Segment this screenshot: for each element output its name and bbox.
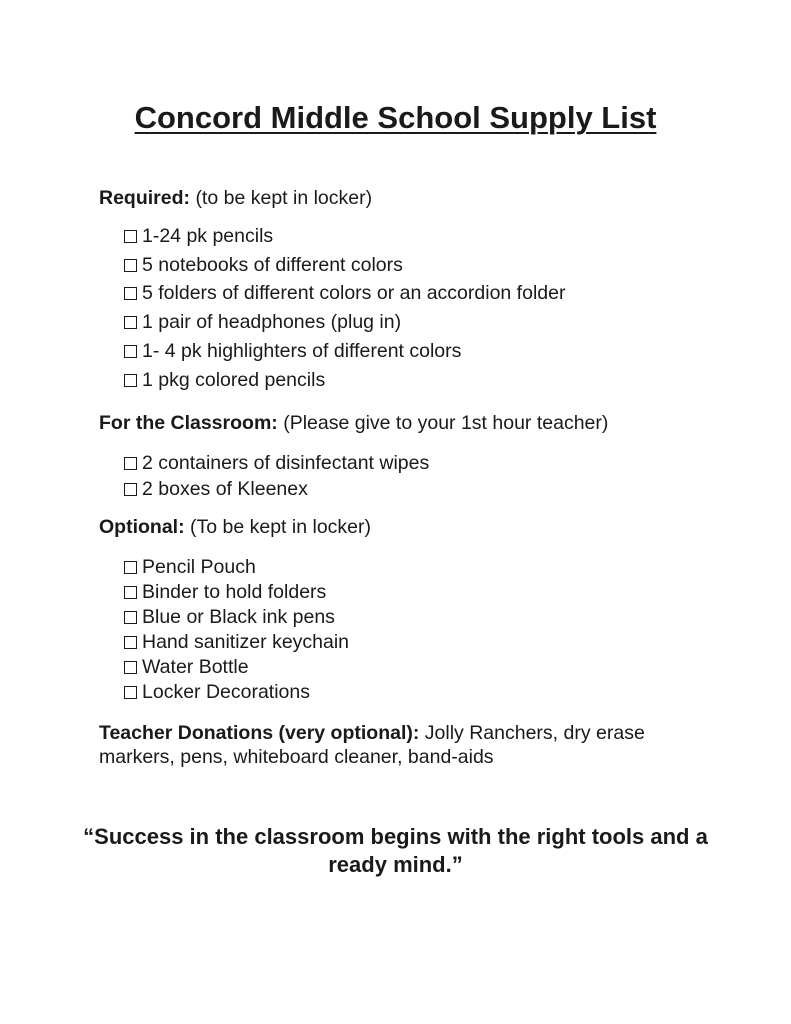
list-item — [124, 630, 739, 655]
list-item — [124, 605, 739, 630]
optional-label: Optional: — [99, 516, 185, 538]
checkbox-icon — [124, 316, 137, 329]
required-section — [99, 185, 739, 395]
checkbox-icon — [124, 661, 137, 674]
classroom-note: (Please give to your 1st hour teacher) — [283, 412, 609, 434]
checkbox-icon — [124, 611, 137, 624]
checkbox-icon — [124, 636, 137, 649]
required-note: (to be kept in locker) — [195, 187, 373, 209]
item-label: Water Bottle — [142, 656, 249, 678]
checkbox-icon — [124, 259, 137, 272]
classroom-label: For the Classroom: — [99, 412, 278, 434]
list-item — [124, 280, 739, 309]
item-label: 2 containers of disinfectant wipes — [142, 452, 430, 475]
item-label: Locker Decorations — [142, 681, 310, 703]
checkbox-icon — [124, 483, 137, 496]
list-item — [124, 251, 739, 280]
classroom-section — [99, 410, 739, 502]
required-heading — [99, 185, 739, 211]
classroom-list — [99, 451, 739, 502]
checkbox-icon — [124, 374, 137, 387]
checkbox-icon — [124, 586, 137, 599]
optional-heading — [99, 514, 739, 540]
checkbox-icon — [124, 686, 137, 699]
list-item — [124, 580, 739, 605]
list-item — [124, 555, 739, 580]
page-title: Concord Middle School Supply List — [134, 100, 657, 135]
list-item — [124, 366, 739, 395]
donations-text: Jolly Ranchers, dry erase markers, pens, whiteboard cleaner, band-aids — [99, 722, 645, 768]
checkbox-icon — [124, 561, 137, 574]
item-label: Binder to hold folders — [142, 581, 327, 603]
item-label: Hand sanitizer keychain — [142, 631, 350, 653]
closing-quote: “Success in the classroom begins with the right tools and a ready mind.” — [83, 824, 708, 877]
optional-list — [99, 555, 739, 705]
teacher-donations — [99, 721, 719, 769]
list-item — [124, 655, 739, 680]
checkbox-icon — [124, 457, 137, 470]
item-label: 1-24 pk pencils — [142, 224, 274, 247]
optional-section — [99, 514, 739, 705]
item-label: 5 notebooks of different colors — [142, 253, 403, 276]
list-item — [124, 477, 739, 503]
list-item — [124, 337, 739, 366]
required-list — [99, 222, 739, 395]
optional-note: (To be kept in locker) — [190, 516, 371, 538]
item-label: 1 pkg colored pencils — [142, 368, 326, 391]
list-item — [124, 222, 739, 251]
classroom-heading — [99, 410, 739, 436]
list-item — [124, 680, 739, 705]
list-item — [124, 451, 739, 477]
item-label: 5 folders of different colors or an accordion folder — [142, 282, 566, 305]
checkbox-icon — [124, 230, 137, 243]
donations-label: Teacher Donations (very optional): — [99, 722, 420, 744]
checkbox-icon — [124, 287, 137, 300]
list-item — [124, 308, 739, 337]
item-label: 2 boxes of Kleenex — [142, 477, 308, 500]
item-label: 1 pair of headphones (plug in) — [142, 311, 402, 334]
item-label: Pencil Pouch — [142, 556, 256, 578]
item-label: 1- 4 pk highlighters of different colors — [142, 340, 462, 363]
item-label: Blue or Black ink pens — [142, 606, 335, 628]
required-label: Required: — [99, 187, 191, 209]
checkbox-icon — [124, 345, 137, 358]
